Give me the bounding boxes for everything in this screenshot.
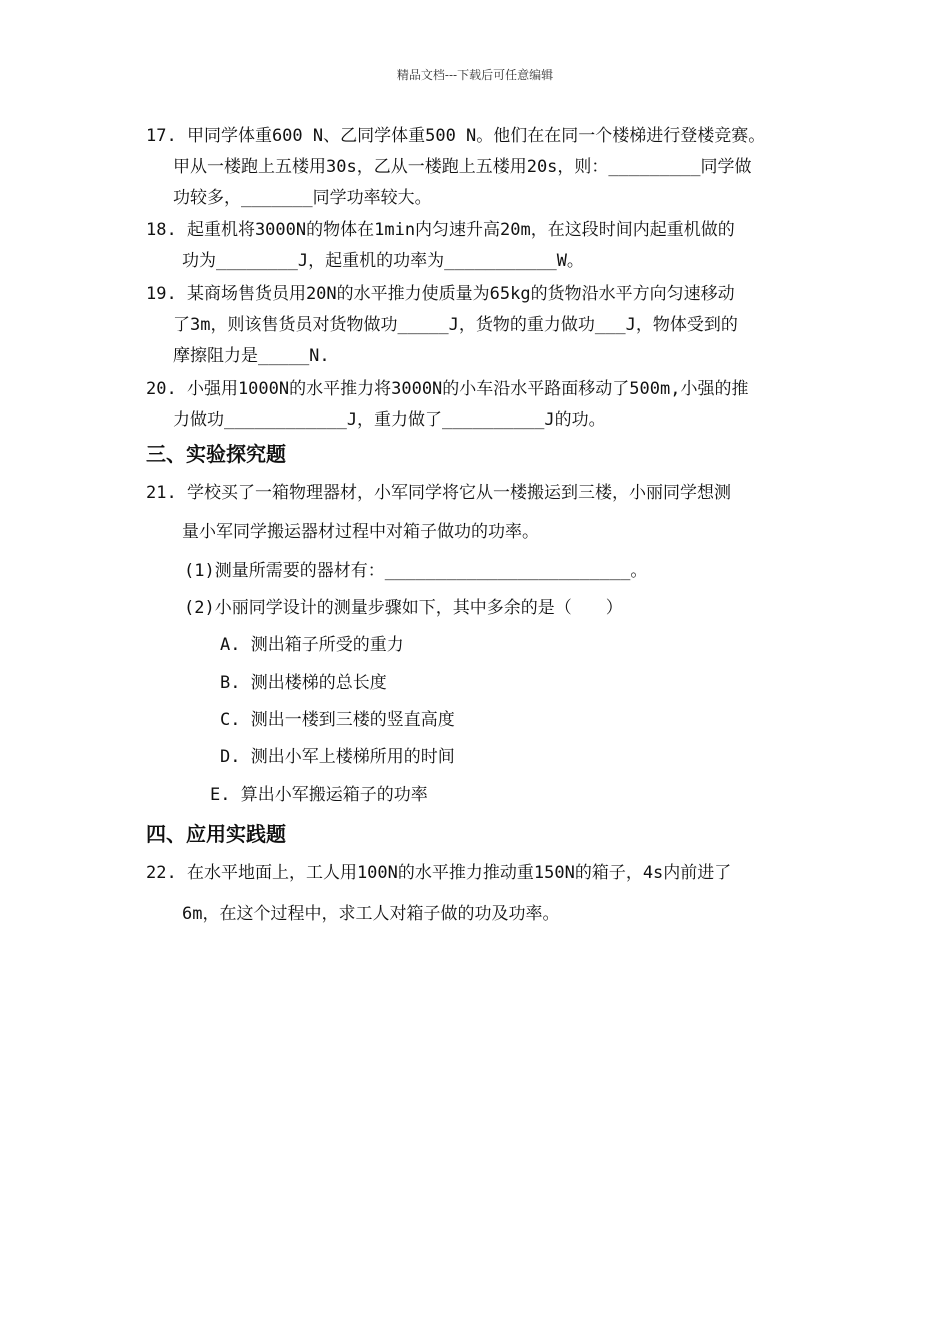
question-18-line-2: 功为________J，起重机的功率为___________W。 <box>182 251 584 271</box>
section-title-application: 四、应用实践题 <box>146 822 286 846</box>
question-18-line-1: 18. 起重机将3000N的物体在1min内匀速升高20m，在这段时间内起重机做的 <box>146 220 735 240</box>
option-d: D. 测出小军上楼梯所用的时间 <box>220 747 455 767</box>
section-title-experiment: 三、实验探究题 <box>146 442 286 466</box>
question-22-line-2: 6m，在这个过程中，求工人对箱子做的功及功率。 <box>182 904 560 924</box>
question-19-line-3: 摩擦阻力是_____N. <box>173 346 330 366</box>
question-21-part-2: (2)小丽同学设计的测量步骤如下，其中多余的是（ ） <box>184 598 623 618</box>
option-a: A. 测出箱子所受的重力 <box>220 635 404 655</box>
question-17-line-2: 甲从一楼跑上五楼用30s，乙从一楼跑上五楼用20s，则：_________同学做 <box>173 157 752 177</box>
page-header: 精品文档---下载后可任意编辑 <box>396 68 554 82</box>
question-20-line-2: 力做功____________J，重力做了__________J的功。 <box>173 410 606 430</box>
option-c: C. 测出一楼到三楼的竖直高度 <box>220 710 455 730</box>
question-17-line-1: 17. 甲同学体重600 N、乙同学体重500 N。他们在在同一个楼梯进行登楼竞赛。 <box>146 126 766 146</box>
question-17-line-3: 功较多，_______同学功率较大。 <box>173 188 432 208</box>
question-21-line-1: 21. 学校买了一箱物理器材，小军同学将它从一楼搬运到三楼，小丽同学想测 <box>146 483 731 503</box>
question-22-line-1: 22. 在水平地面上，工人用100N的水平推力推动重150N的箱子，4s内前进了 <box>146 863 732 883</box>
question-21-part-1: (1)测量所需要的器材有：________________________。 <box>184 561 648 581</box>
option-e: E. 算出小军搬运箱子的功率 <box>210 785 428 805</box>
question-19-line-1: 19. 某商场售货员用20N的水平推力使质量为65kg的货物沿水平方向匀速移动 <box>146 284 735 304</box>
question-20-line-1: 20. 小强用1000N的水平推力将3000N的小车沿水平路面移动了500m,小强的推 <box>146 379 749 399</box>
question-21-line-2: 量小军同学搬运器材过程中对箱子做功的功率。 <box>182 522 539 542</box>
question-19-line-2: 了3m，则该售货员对货物做功_____J，货物的重力做功___J，物体受到的 <box>173 315 738 335</box>
option-b: B. 测出楼梯的总长度 <box>220 673 387 693</box>
